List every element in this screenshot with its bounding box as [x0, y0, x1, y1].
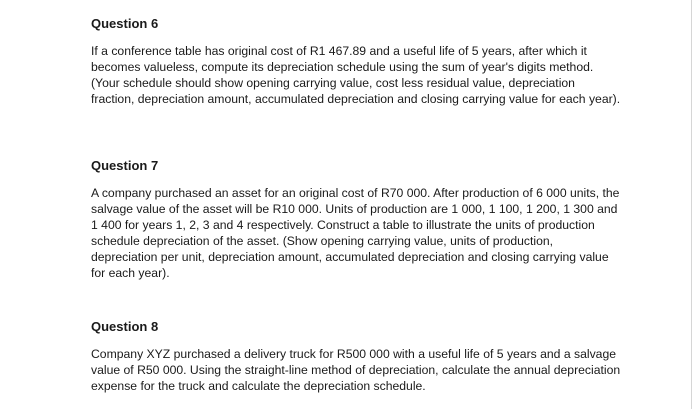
question-6-title: Question 6 [91, 16, 159, 31]
question-6-block [91, 16, 621, 107]
question-7-block [91, 158, 621, 281]
question-8-title: Question 8 [91, 319, 159, 334]
question-7-title: Question 7 [91, 158, 159, 173]
question-6-text: If a conference table has original cost of R1 467.89 and a useful life of 5 years, after which it becomes valueless, compute its depreciation schedule using the sum of year's digits method. (Your schedule should show opening carrying value, cost less residual value, depreciation fraction, depreciation amount, accumulated depreciation and closing carrying value for each year). [91, 44, 621, 106]
question-7-text: A company purchased an asset for an original cost of R70 000. After production of 6 000 units, the salvage value of the asset will be R10 000. Units of production are 1 000, 1 100, 1 200, 1 300 and 1 400 for years 1, 2, 3 and 4 respectively. Construct a table to illustrate the units of production schedule depreciation of the asset. (Show opening carrying value, units of production, depreciation per unit, depreciation amount, accumulated depreciation and closing carrying value for each year). [91, 186, 620, 280]
question-8-text: Company XYZ purchased a delivery truck for R500 000 with a useful life of 5 years and a salvage value of R50 000. Using the straight-line method of depreciation, calculate the annual depreciation expense for the truck and calculate the depreciation schedule. [91, 347, 621, 393]
question-8-block [91, 319, 621, 394]
page-edge-divider [691, 0, 692, 409]
